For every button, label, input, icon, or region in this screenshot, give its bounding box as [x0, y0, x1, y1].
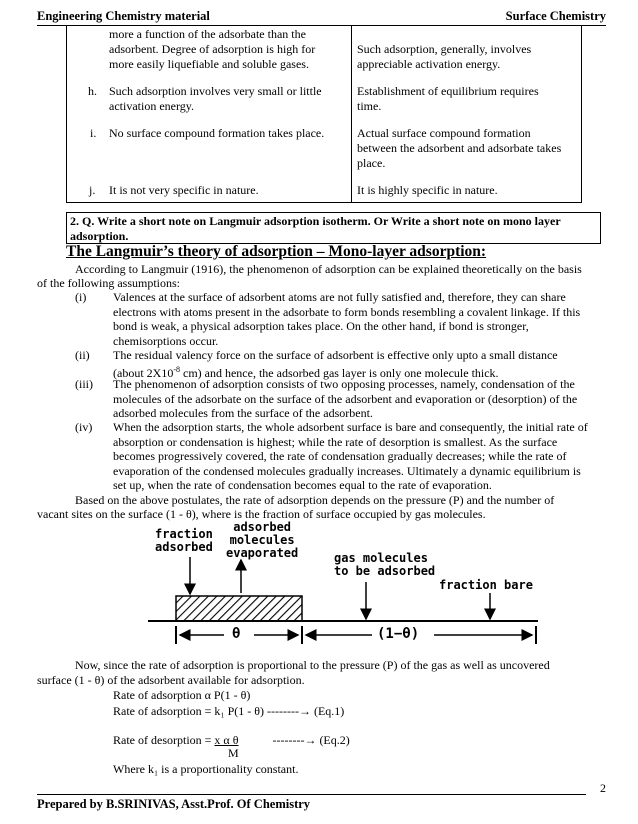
assumption-number: (iii) [75, 377, 93, 391]
footer-text: Prepared by B.SRINIVAS, Asst.Prof. Of Chemistry [37, 797, 311, 811]
row-marker-i: i. [90, 126, 97, 140]
text-line: evaporated [226, 546, 299, 560]
row-marker-h: h. [88, 84, 97, 98]
text-line: Valences at the surface of adsorbent atoms are not fully satisfied and, therefore, they can share [113, 290, 566, 304]
postulates-line-2: vacant sites on the surface (1 - θ), where is the fraction of surface occupied by gas molecules. [37, 507, 486, 521]
distance-suffix: cm) and hence, the adsorbed gas layer is only one molecule thick. [183, 365, 499, 380]
text-line: The residual valency force on the surface of adsorbent is effective only upto a small distance [113, 348, 558, 362]
text-line: When the adsorption starts, the whole adsorbent surface is bare and consequently, the initial rate of [113, 420, 588, 434]
assumption-number: (iv) [75, 420, 93, 434]
text-line: set up, when the rate of condensation becomes equal to the rate of evaporation. [113, 478, 492, 492]
diagram-graphics [148, 520, 538, 655]
table-cell-i-left: No surface compound formation takes place. [109, 126, 325, 140]
proportional-line-1: Now, since the rate of adsorption is proportional to the pressure (P) of the gas as well as uncovered [75, 658, 550, 672]
table-cell-h-right [357, 84, 575, 114]
intro-line-1: According to Langmuir (1916), the phenomenon of adsorption can be explained theoretically on the basis [75, 262, 582, 276]
text-line: Actual surface compound formation [357, 126, 531, 140]
text-line: adsorbed [155, 540, 213, 554]
fraction-bare-label: fraction bare [439, 578, 533, 592]
text-line: between the adsorbent and adsorbate takes [357, 141, 562, 155]
text-line: becomes progressively covered, the rate of condensation gradually decreases; while the rate of [113, 449, 567, 463]
text-line: adsorption. [70, 228, 129, 243]
question-text [70, 214, 598, 243]
text-line: Establishment of equilibrium requires [357, 84, 539, 98]
eq2-right: --------→ (Eq.2) [272, 733, 350, 747]
where-note: Where k₁ is a proportionality constant. [113, 762, 299, 776]
text-line: electrons with atoms present in the adsorbate to form bonds resembling a covalent linkage. If this [113, 304, 581, 319]
text-line: bond is weak, a physical adsorption takes place. On the other hand, if bond is stronger, [113, 319, 529, 333]
table-cell-h-left [109, 84, 347, 114]
row-marker-j: j. [89, 183, 96, 197]
adsorbed-layer [176, 596, 302, 621]
table-cell-top-right [357, 42, 575, 72]
text-line: adsorbed [233, 520, 292, 534]
assumption-text [113, 377, 605, 421]
text-line: appreciable activation energy. [357, 57, 501, 71]
text-line: place. [357, 156, 386, 170]
footer-divider [37, 794, 586, 795]
assumption-number: (ii) [75, 348, 90, 362]
assumption-text [113, 348, 605, 380]
table-cell-j-right: It is highly specific in nature. [357, 183, 498, 197]
text-line: activation energy. [109, 99, 194, 113]
table-cell-top-left [109, 27, 347, 72]
text-line: more a function of the adsorbate than the [109, 27, 306, 41]
theta-label: θ [232, 626, 241, 642]
text-line: molecules [229, 533, 295, 547]
text-line: absorption or condensation is highest; while the rate of desorption is smallest. As the surface [113, 434, 558, 449]
text-line: 2. Q. Write a short note on Langmuir adsorption isotherm. Or Write a short note on mono layer [70, 214, 561, 228]
text-line: adsorbed molecules from the surface of the adsorbent. [113, 406, 373, 420]
distance-exponent: -8 [173, 364, 180, 374]
assumption-text [113, 290, 605, 348]
comparison-table-divider [351, 26, 352, 202]
table-cell-i-right [357, 126, 575, 171]
text-line: molecules of the adsorbate on the surface of the adsorbent and evaporation or (desorption) of the [113, 391, 578, 406]
eq2-left: Rate of desorption = [113, 733, 215, 747]
header-title: Engineering Chemistry material [37, 9, 210, 23]
text-line: gas molecules [334, 551, 428, 565]
text-line: evaporation of the condensed molecules gradually increases. Ultimately a dynamic equilibrium is [113, 463, 581, 478]
text-line: to be adsorbed [334, 564, 436, 578]
adsorption-diagram [148, 520, 538, 655]
text-line: time. [357, 99, 382, 113]
eq2-numerator: x α θ [214, 733, 239, 747]
one-minus-theta-label: (1−θ) [377, 626, 420, 642]
equation-1: Rate of adsorption = k₁ P(1 - θ) --------→ (Eq.1) [113, 704, 345, 718]
table-cell-j-left: It is not very specific in nature. [109, 183, 259, 197]
text-line: adsorbent. Degree of adsorption is high for [109, 42, 316, 56]
section-title: The Langmuir’s theory of adsorption – Mono-layer adsorption: [66, 243, 487, 260]
assumption-number: (i) [75, 290, 87, 304]
distance-prefix: (about 2X10 [113, 365, 174, 380]
eq2-denominator: M [228, 746, 239, 760]
text-line: fraction [155, 527, 213, 541]
text-line: Such adsorption, generally, involves [357, 42, 532, 56]
text-line: The phenomenon of adsorption consists of two opposing processes, namely, condensation of the [113, 377, 575, 391]
rate-proportionality: Rate of adsorption α P(1 - θ) [113, 688, 251, 702]
intro-line-2: of the following assumptions: [37, 276, 180, 290]
header-subject: Surface Chemistry [505, 9, 606, 23]
page-number: 2 [600, 781, 606, 795]
text-line: more easily liquefiable and soluble gases. [109, 57, 309, 71]
postulates-line-1: Based on the above postulates, the rate of adsorption depends on the pressure (P) and the number of [75, 493, 555, 507]
text-line: chemisorptions occur. [113, 333, 219, 348]
proportional-line-2: surface (1 - θ) of the adsorbent available for adsorption. [37, 673, 305, 687]
text-line: Such adsorption involves very small or little [109, 84, 322, 98]
assumption-text [113, 420, 605, 493]
